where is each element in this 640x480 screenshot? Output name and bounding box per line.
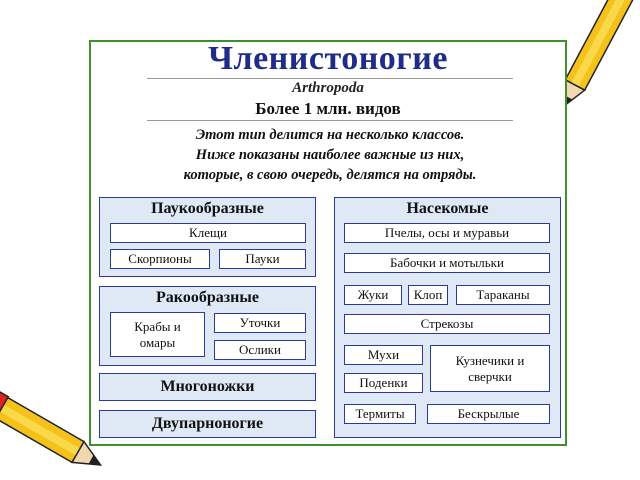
class-insects-title: Насекомые	[406, 200, 489, 217]
class-arachnids-title: Паукообразные	[151, 200, 264, 217]
order-box: Пчелы, осы и муравьи	[344, 223, 550, 243]
order-box: Бабочки и мотыльки	[344, 253, 550, 273]
order-box: Пауки	[219, 249, 306, 269]
order-box: Скорпионы	[110, 249, 210, 269]
page-title: Членистоногие	[208, 40, 448, 77]
order-box: Жуки	[344, 285, 402, 305]
order-box: Клещи	[110, 223, 306, 243]
order-box: Уточки	[214, 313, 306, 333]
class-crustaceans-title: Ракообразные	[156, 289, 259, 306]
intro-line: Ниже показаны наиболее важные из них,	[195, 147, 465, 163]
order-box: Кузнечики и сверчки	[430, 345, 550, 392]
order-box: Тараканы	[456, 285, 550, 305]
class-diplopods-panel: Двупарноногие	[99, 410, 316, 438]
intro-line: которые, в свою очередь, делятся на отряды.	[183, 167, 477, 183]
order-box: Бескрылые	[427, 404, 550, 424]
title-divider	[147, 78, 513, 79]
intro-line: Этот тип делится на несколько классов.	[195, 127, 465, 143]
subtitle-divider	[147, 120, 513, 121]
intro-text	[130, 125, 530, 185]
class-myriapods-panel: Многоножки	[99, 373, 316, 401]
order-box: Клоп	[408, 285, 448, 305]
order-box: Ослики	[214, 340, 306, 360]
order-box: Стрекозы	[344, 314, 550, 334]
order-box: Поденки	[344, 373, 423, 393]
order-box: Термиты	[344, 404, 416, 424]
order-box: Мухи	[344, 345, 423, 365]
order-box: Крабы и омары	[110, 312, 205, 357]
species-count: Более 1 млн. видов	[255, 99, 401, 118]
latin-name: Arthropoda	[292, 80, 364, 96]
